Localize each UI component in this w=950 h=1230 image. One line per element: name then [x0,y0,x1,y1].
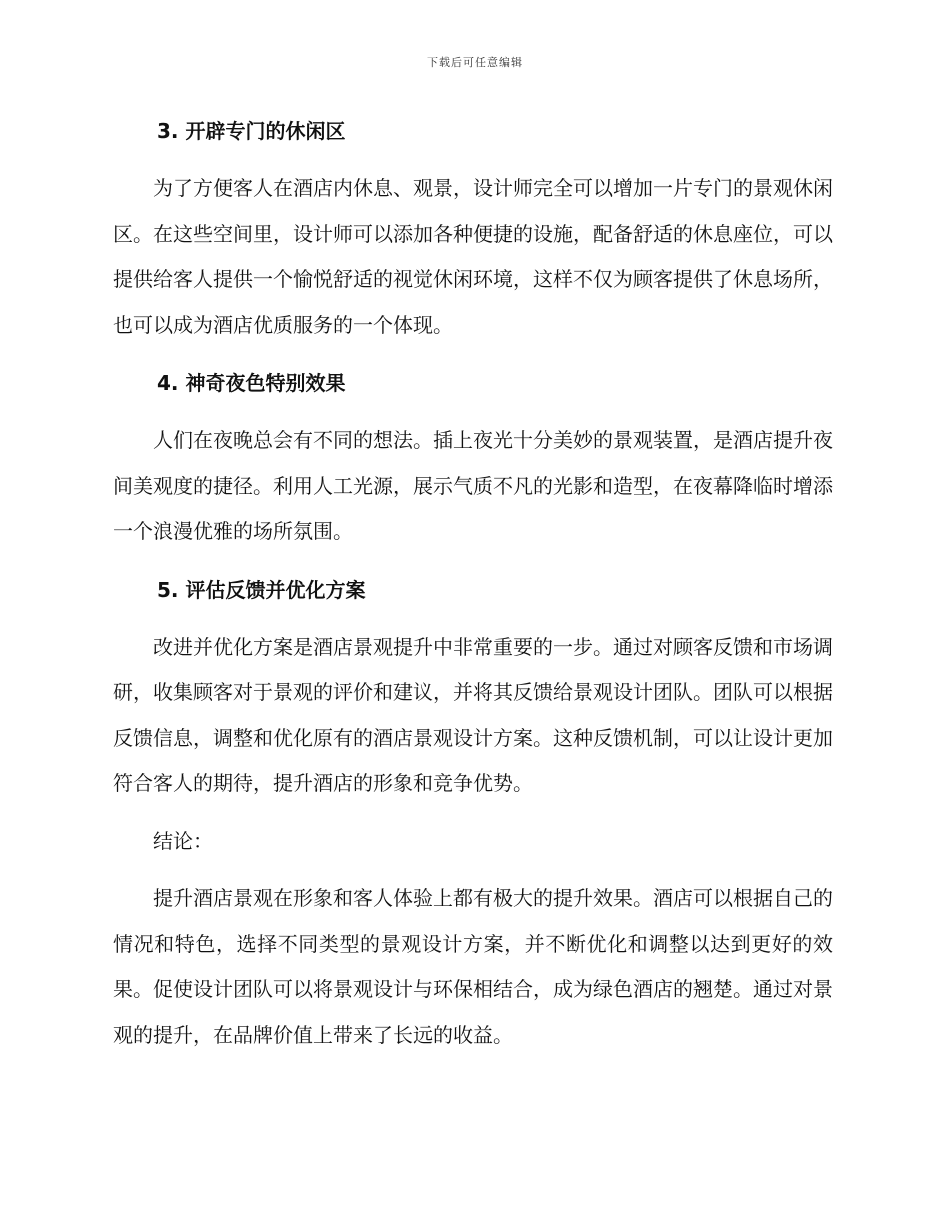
section-paragraph-5: 改进并优化方案是酒店景观提升中非常重要的一步。通过对顾客反馈和市场调研，收集顾客对于景观的评价和建议，并将其反馈给景观设计团队。团队可以根据反馈信息，调整和优化原有的酒店景观设计方案。这种反馈机制，可以让设计更加符合客人的期待，提升酒店的形象和竞争优势。 [113,634,833,795]
section-paragraph-4: 人们在夜晚总会有不同的想法。插上夜光十分美妙的景观装置，是酒店提升夜间美观度的捷径。利用人工光源，展示气质不凡的光影和造型，在夜幕降临时增添一个浪漫优雅的场所氛围。 [113,428,833,543]
document-body [113,108,833,1058]
conclusion-label: 结论： [153,828,213,853]
section-heading-3: 3. 开辟专门的休闲区 [157,119,346,143]
section-heading-4: 4. 神奇夜色特别效果 [157,371,346,395]
section-paragraph-3: 为了方便客人在酒店内休息、观景，设计师完全可以增加一片专门的景观休闲区。在这些空间里，设计师可以添加各种便捷的设施，配备舒适的休息座位，可以提供给客人提供一个愉悦舒适的视觉休闲环境，这样不仅为顾客提供了休息场所，也可以成为酒店优质服务的一个体现。 [113,176,833,337]
section-heading-5: 5. 评估反馈并优化方案 [157,577,366,602]
page-header-note: 下载后可任意编辑 [427,56,523,69]
conclusion-paragraph: 提升酒店景观在形象和客人体验上都有极大的提升效果。酒店可以根据自己的情况和特色，选择不同类型的景观设计方案，并不断优化和调整以达到更好的效果。促使设计团队可以将景观设计与环保相结合，成为绿色酒店的翘楚。通过对景观的提升，在品牌价值上带来了长远的收益。 [113,886,833,1047]
